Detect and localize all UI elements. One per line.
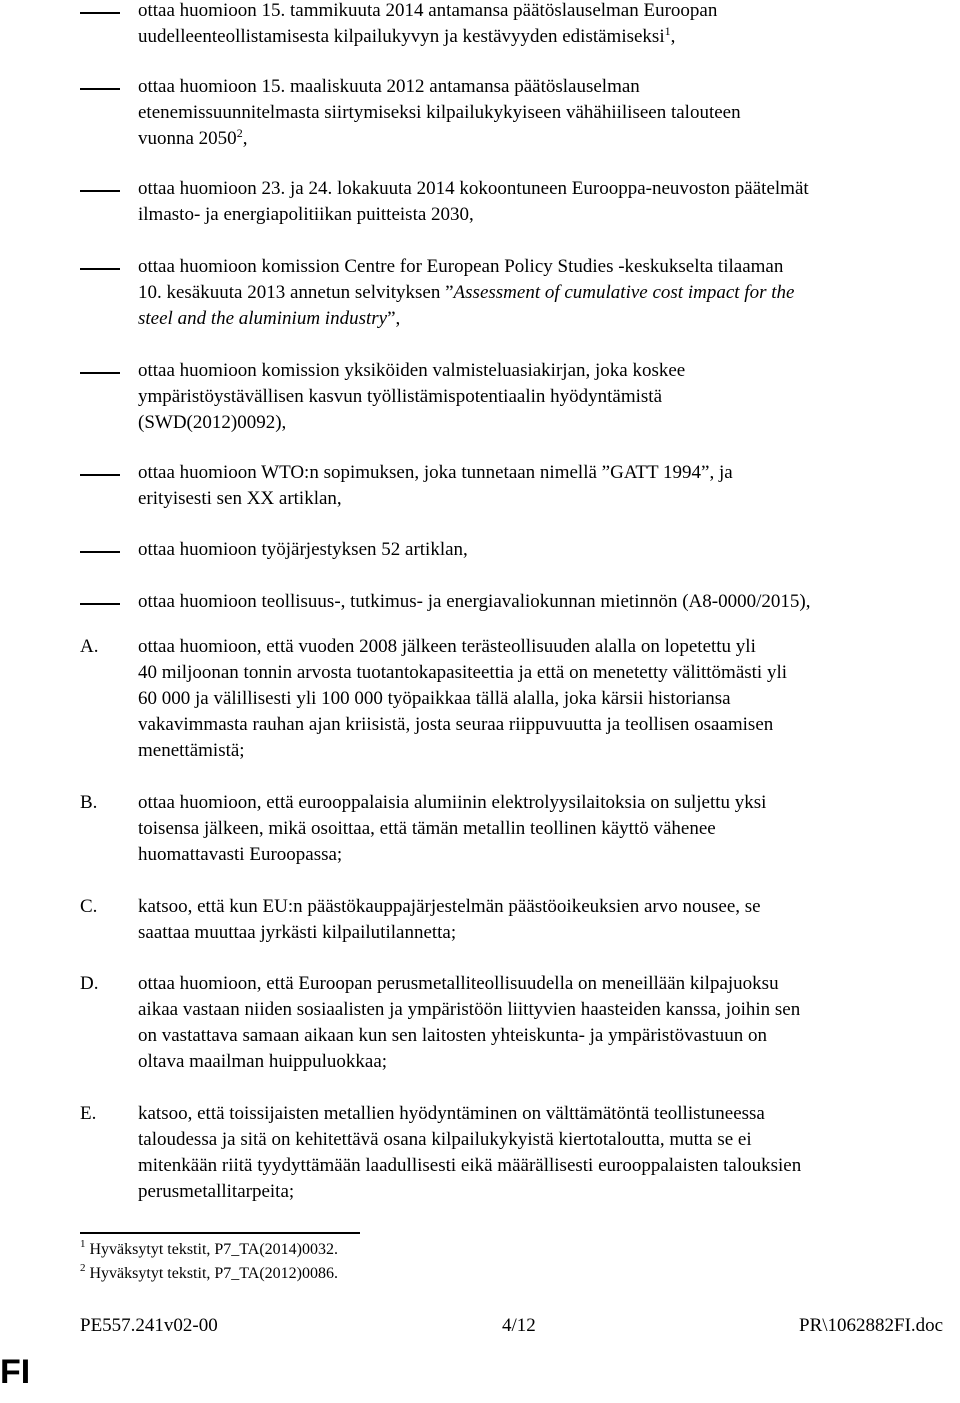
dash-marker: [80, 551, 120, 553]
item-text-line: ottaa huomioon komission Centre for European Policy Studies -keskukselta tilaaman: [138, 256, 784, 277]
footnote-number: 2: [80, 1262, 86, 1274]
recital-text-line: saattaa muuttaa jyrkästi kilpailutilannetta;: [138, 922, 457, 943]
recital-text-line: 60 000 ja välillisesti yli 100 000 työpaikkaa tällä alalla, joka kärsii historiansa: [138, 688, 731, 709]
footnote-ref: 1: [664, 24, 671, 38]
footnote-number: 1: [80, 1238, 86, 1250]
item-text-line: ympäristöystävällisen kasvun työllistämispotentiaalin hyödyntämistä: [138, 386, 663, 407]
item-text: ,: [242, 128, 248, 149]
recital-text-line: ottaa huomioon, että vuoden 2008 jälkeen terästeollisuuden alalla on lopetettu yli: [138, 636, 756, 657]
recital-text-line: toisensa jälkeen, mikä osoittaa, että tämän metallin teollinen käyttö vähenee: [138, 818, 716, 839]
dash-marker: [80, 372, 120, 374]
item-text: ,: [670, 26, 676, 47]
recital-text-line: aikaa vastaan niiden sosiaalisten ja ympäristöön liittyvien haasteiden kanssa, joihin sen: [138, 999, 801, 1020]
dash-marker: [80, 190, 120, 192]
item-text-line: [138, 126, 247, 152]
dash-marker: [80, 12, 120, 14]
item-text-line: ottaa huomioon teollisuus-, tutkimus- ja energiavaliokunnan mietinnön (A8-0000/2015),: [138, 591, 811, 612]
recital-text-line: menettämistä;: [138, 740, 245, 761]
footer-document-ref: PE557.241v02-00: [80, 1315, 218, 1336]
recital-text-line: vakavimmasta rauhan ajan kriisistä, josta seuraa riippuvuutta ja teollisen osaamisen: [138, 714, 774, 735]
item-text-line: ottaa huomioon komission yksiköiden valmisteluasiakirjan, joka koskee: [138, 360, 686, 381]
item-text-line: [138, 306, 400, 332]
recital-text-line: katsoo, että kun EU:n päästökauppajärjestelmän päästöoikeuksien arvo nousee, se: [138, 896, 761, 917]
item-text-line: ottaa huomioon WTO:n sopimuksen, joka tunnetaan nimellä ”GATT 1994”, ja: [138, 462, 733, 483]
recital-text-line: huomattavasti Euroopassa;: [138, 844, 343, 865]
recital-label: D.: [80, 973, 99, 994]
item-text-italic: steel and the aluminium industry: [138, 308, 388, 329]
recital-text-line: perusmetallitarpeita;: [138, 1181, 295, 1202]
item-text-line: erityisesti sen XX artiklan,: [138, 488, 342, 509]
footnote-text: Hyväksytyt tekstit, P7_TA(2012)0086.: [89, 1265, 338, 1282]
recital-text-line: on vastattava samaan aikaan kun sen laitosten yhteiskunta- ja ympäristövastuun on: [138, 1025, 767, 1046]
language-code: FI: [0, 1353, 31, 1391]
dash-marker: [80, 474, 120, 476]
item-text-line: [138, 280, 794, 306]
footnote-1: [80, 1240, 338, 1260]
footnote-separator: [80, 1232, 360, 1234]
footer-page-number: 4/12: [502, 1315, 536, 1336]
footnote-ref: 2: [236, 126, 243, 140]
item-text-line: ottaa huomioon 15. tammikuuta 2014 antamansa päätöslauselman Euroopan: [138, 0, 718, 21]
dash-marker: [80, 268, 120, 270]
recital-label: A.: [80, 636, 99, 657]
recital-label: B.: [80, 792, 98, 813]
recital-text-line: 40 miljoonan tonnin arvosta tuotantokapasiteettia ja että on menetetty välittömästi yli: [138, 662, 788, 683]
item-text-line: ottaa huomioon 15. maaliskuuta 2012 antamansa päätöslauselman: [138, 76, 640, 97]
recital-label: C.: [80, 896, 98, 917]
item-text-line: etenemissuunnitelmasta siirtymiseksi kilpailukykyiseen vähähiiliseen talouteen: [138, 102, 741, 123]
item-text-line: [138, 24, 675, 50]
item-text-line: ottaa huomioon 23. ja 24. lokakuuta 2014 kokoontuneen Eurooppa-neuvoston päätelmät: [138, 178, 809, 199]
footnote-text: Hyväksytyt tekstit, P7_TA(2014)0032.: [89, 1241, 338, 1258]
recital-label: E.: [80, 1103, 97, 1124]
footnote-2: [80, 1264, 338, 1284]
item-text-italic: Assessment of cumulative cost impact for the: [453, 282, 795, 303]
item-text: uudelleenteollistamisesta kilpailukyvyn ja kestävyyden edistämiseksi: [138, 26, 665, 47]
item-text-line: ilmasto- ja energiapolitiikan puitteista 2030,: [138, 204, 474, 225]
item-text: ”,: [387, 308, 401, 329]
item-text: 10. kesäkuuta 2013 annetun selvityksen ”: [138, 282, 454, 303]
item-text: vuonna 2050: [138, 128, 237, 149]
item-text-line: (SWD(2012)0092),: [138, 412, 287, 433]
item-text-line: ottaa huomioon työjärjestyksen 52 artiklan,: [138, 539, 468, 560]
dash-marker: [80, 603, 120, 605]
recital-text-line: ottaa huomioon, että Euroopan perusmetalliteollisuudella on meneillään kilpajuoksu: [138, 973, 779, 994]
dash-marker: [80, 88, 120, 90]
recital-text-line: katsoo, että toissijaisten metallien hyödyntäminen on välttämätöntä teollistuneessa: [138, 1103, 765, 1124]
footer-file-name: PR\1062882FI.doc: [799, 1315, 944, 1336]
recital-text-line: oltava maailman huippuluokkaa;: [138, 1051, 388, 1072]
recital-text-line: taloudessa ja sitä on kehitettävä osana kilpailukykyistä kiertotaloutta, mutta se ei: [138, 1129, 752, 1150]
recital-text-line: mitenkään riitä tyydyttämään laadullisesti eikä määrällisesti eurooppalaisten talouksien: [138, 1155, 802, 1176]
recital-text-line: ottaa huomioon, että eurooppalaisia alumiinin elektrolyysilaitoksia on suljettu yksi: [138, 792, 767, 813]
